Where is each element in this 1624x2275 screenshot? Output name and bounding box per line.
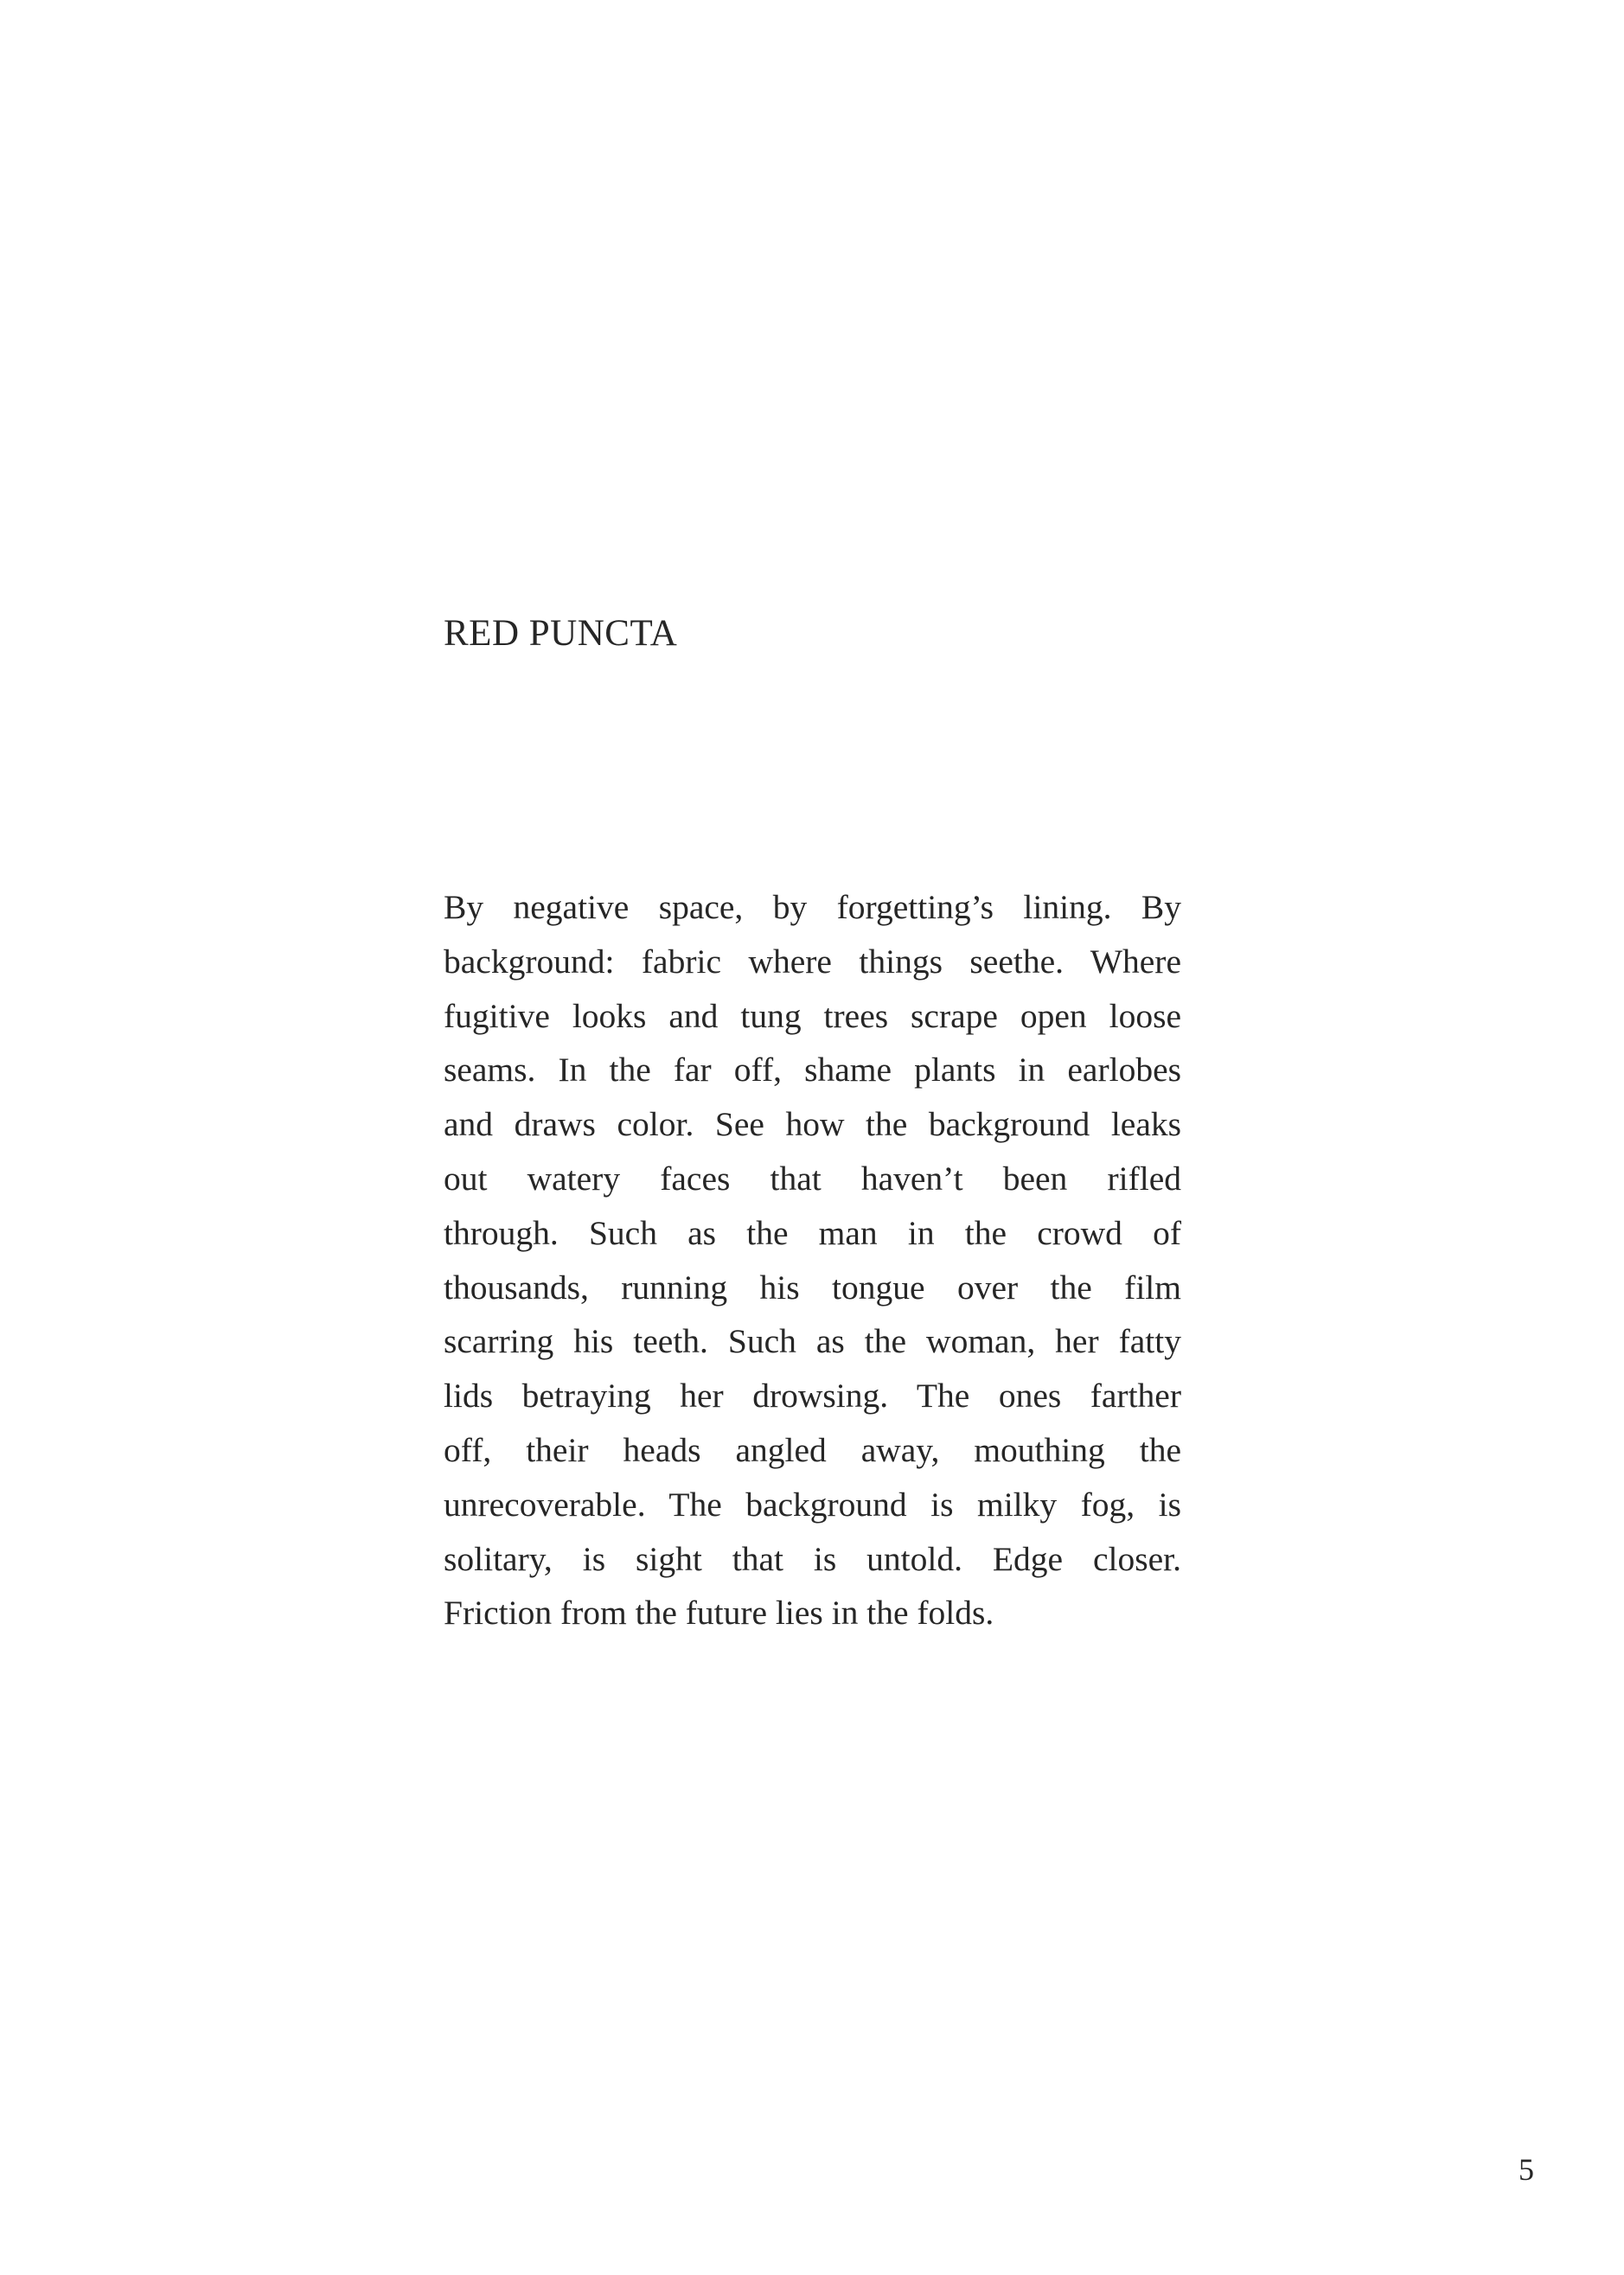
poem-line: By negative space, by forgetting’s lining. By xyxy=(444,888,1181,926)
poem-line: off, their heads angled away, mouthing the xyxy=(444,1430,1181,1469)
poem-line: scarring his teeth. Such as the woman, her fatty xyxy=(444,1322,1181,1361)
poem-line: out watery faces that haven’t been rifled xyxy=(444,1159,1181,1198)
poem-line: solitary, is sight that is untold. Edge closer. xyxy=(444,1539,1181,1578)
poem-line: and draws color. See how the background leaks xyxy=(444,1105,1181,1144)
poem-line: background: fabric where things seethe. Where xyxy=(444,942,1181,981)
poem-body xyxy=(444,880,1181,1640)
poem-line: fugitive looks and tung trees scrape open loose xyxy=(444,996,1181,1035)
poem-title: RED PUNCTA xyxy=(444,613,678,654)
poem-line: Friction from the future lies in the folds. xyxy=(444,1594,994,1633)
poem-line: unrecoverable. The background is milky fog, is xyxy=(444,1485,1181,1524)
poem-line: thousands, running his tongue over the film xyxy=(444,1268,1181,1307)
poem-line: lids betraying her drowsing. The ones farther xyxy=(444,1377,1181,1415)
page-number: 5 xyxy=(1519,2152,1534,2187)
poem-line: seams. In the far off, shame plants in earlobes xyxy=(444,1051,1181,1090)
poem-line: through. Such as the man in the crowd of xyxy=(444,1213,1181,1252)
